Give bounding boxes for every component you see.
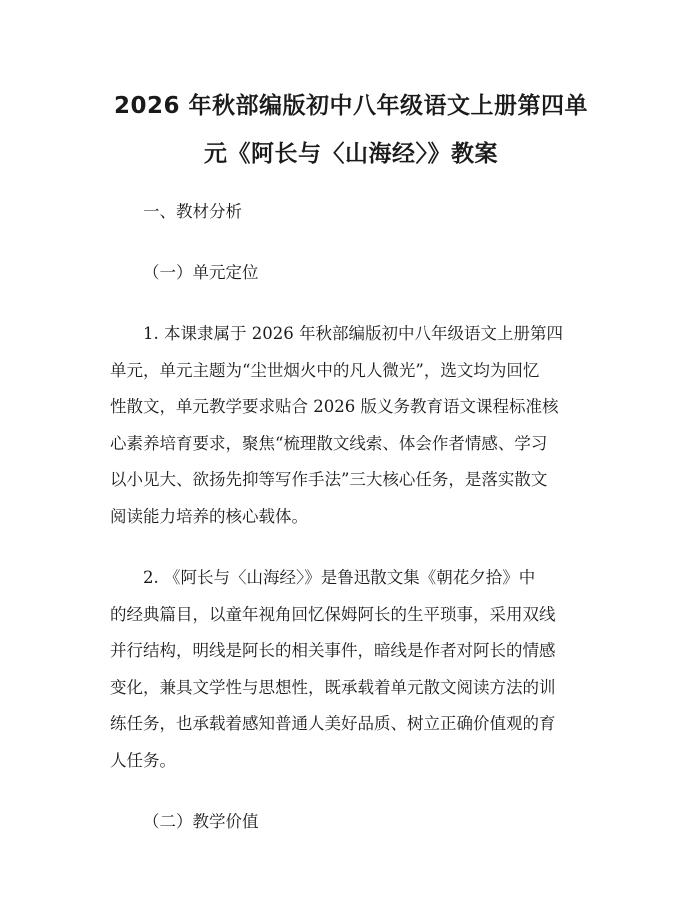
subsection-heading-teaching-value: （二）教学价值 <box>143 812 259 831</box>
paragraph-2-line: 并行结构，明线是阿长的相关事件，暗线是作者对阿长的情感 <box>110 641 556 660</box>
paragraph-2-line: 变化，兼具文学性与思想性，既承载着单元散文阅读方法的训 <box>110 677 556 697</box>
document-title <box>110 82 592 178</box>
paragraph-1-line: 单元，单元主题为“尘世烟火中的凡人微光”，选文均为回忆 <box>110 360 540 380</box>
subsection-heading-unit-positioning: （一）单元定位 <box>143 263 259 282</box>
section-heading-textbook-analysis: 一、教材分析 <box>143 202 242 221</box>
paragraph-1-line: 阅读能力培养的核心载体。 <box>110 506 308 526</box>
paragraph-2 <box>110 560 592 779</box>
paragraph-1-line: 性散文，单元教学要求贴合 2026 版义务教育语文课程标准核 <box>110 397 559 416</box>
paragraph-1-line: 以小见大、欲扬先抑等写作手法”三大核心任务，是落实散文 <box>110 470 548 489</box>
paragraph-2-line: 人任务。 <box>110 750 176 770</box>
paragraph-2-line: 的经典篇目，以童年视角回忆保姆阿长的生平琐事，采用双线 <box>110 604 556 624</box>
paragraph-1-line: 1. 本课隶属于 2026 年秋部编版初中八年级语文上册第四 <box>143 324 563 343</box>
title-line-1: 2026 年秋部编版初中八年级语文上册第四单 <box>113 93 589 119</box>
paragraph-2-line: 练任务，也承载着感知普通人美好品质、树立正确价值观的育 <box>110 714 556 733</box>
paragraph-2-line: 2. 《阿长与〈山海经〉》是鲁迅散文集《朝花夕拾》中 <box>143 568 536 587</box>
paragraph-1-line: 心素养培育要求，聚焦“梳理散文线索、体会作者情感、学习 <box>110 433 548 453</box>
title-line-2: 元《阿长与〈山海经〉》教案 <box>204 141 498 167</box>
paragraph-1 <box>110 316 592 535</box>
